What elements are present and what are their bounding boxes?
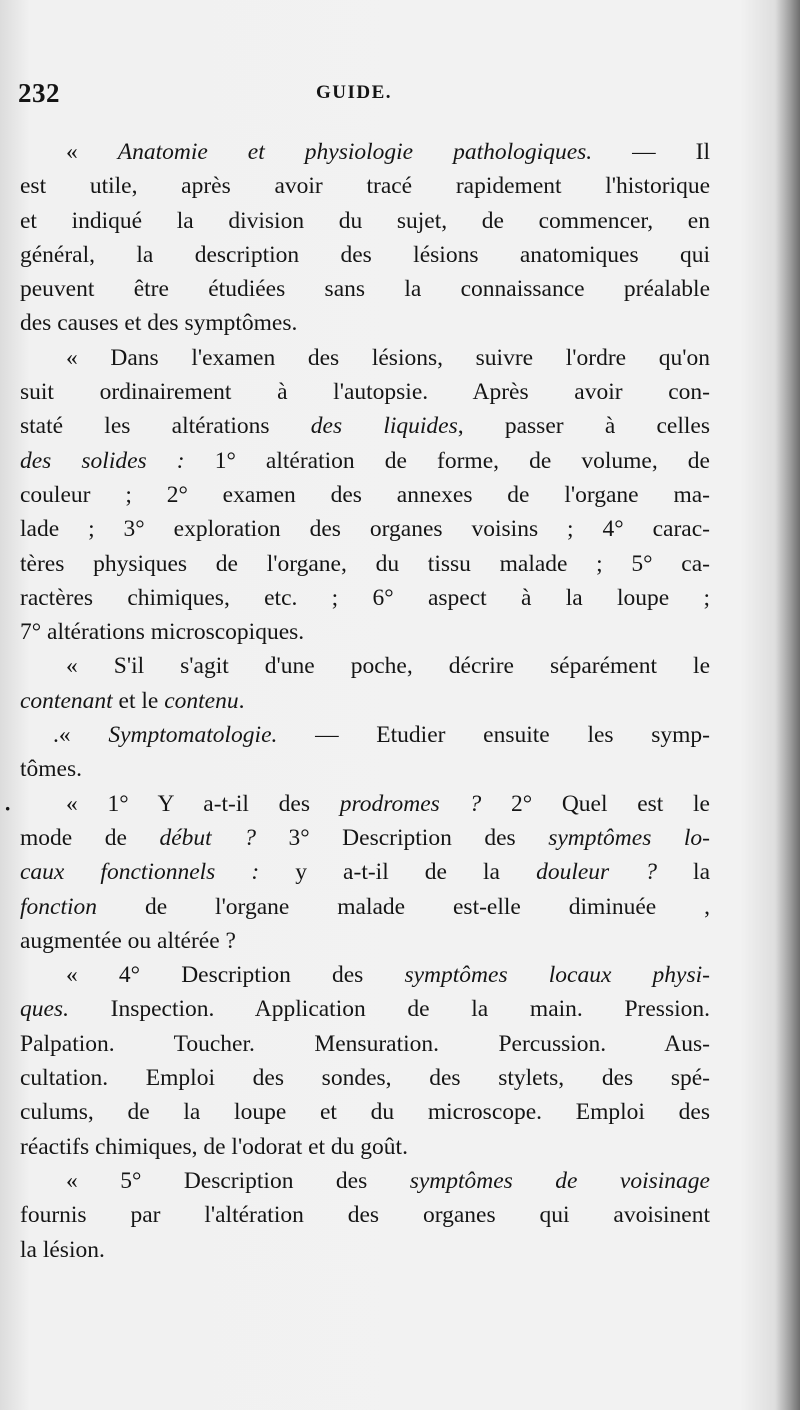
- text-run: ractères chimiques, etc. ; 6° aspect à la loupe ;: [20, 584, 710, 611]
- italic-text: Anatomie et physiologie pathologiques.: [117, 139, 593, 165]
- text-line: [20, 1233, 710, 1267]
- text-run: .«: [53, 722, 109, 749]
- text-line: [20, 821, 710, 855]
- text-line: [20, 890, 710, 924]
- text-run: la: [656, 859, 711, 886]
- italic-text: symptômes lo-: [548, 824, 710, 851]
- italic-text: fonction: [20, 893, 98, 920]
- text-line: [20, 444, 710, 478]
- text-line: [20, 1027, 710, 1061]
- text-line: [20, 752, 710, 786]
- text-run: suit ordinairement à l'autopsie. Après avoir con-: [20, 379, 710, 406]
- italic-text: contenu: [164, 687, 239, 714]
- text-run: « 5° Description des: [66, 1167, 410, 1194]
- text-run: lade ; 3° exploration des organes voisins ; 4° carac-: [20, 516, 710, 543]
- italic-text: symptômes locaux physi-: [404, 962, 710, 989]
- text-line: [20, 684, 710, 718]
- text-run: fournis par l'altération des organes qui avoisinent: [20, 1202, 710, 1229]
- italic-text: des liquides: [310, 413, 458, 440]
- italic-text: contenant: [20, 687, 113, 714]
- text-line: [20, 272, 710, 306]
- text-line: [20, 1198, 710, 1232]
- text-run: 7° altérations microscopiques.: [20, 619, 305, 646]
- text-line: [20, 1130, 710, 1164]
- text-run: 3° Description des: [255, 824, 549, 851]
- italic-text: douleur ?: [536, 859, 657, 886]
- italic-text: Symptomatologie.: [108, 722, 278, 749]
- text-line: [20, 958, 710, 992]
- text-line: [20, 1095, 710, 1129]
- text-line: [20, 992, 710, 1026]
- text-run: Palpation. Toucher. Mensuration. Percussion. Aus-: [20, 1030, 710, 1057]
- text-run: et indiqué la division du sujet, de commencer, en: [20, 207, 710, 234]
- italic-text: des solides :: [20, 447, 185, 474]
- text-line: [20, 478, 710, 512]
- text-line: [20, 512, 710, 546]
- text-run: et le: [112, 687, 165, 714]
- text-run: des causes et des symptômes.: [20, 310, 298, 337]
- text-run: la lésion.: [20, 1236, 105, 1263]
- text-line: [20, 409, 710, 443]
- text-line: [20, 924, 710, 958]
- page-number: 232: [18, 78, 60, 108]
- text-run: peuvent être étudiées sans la connaissance préalable: [20, 276, 710, 303]
- text-line: [20, 718, 710, 752]
- text-line: [20, 341, 710, 375]
- text-line: [20, 1164, 710, 1198]
- text-run: « Dans l'examen des lésions, suivre l'ordre qu'on: [66, 344, 710, 371]
- text-run: est utile, après avoir tracé rapidement l'historique: [20, 173, 710, 200]
- text-line: [20, 649, 710, 683]
- text-run: 2° Quel est le: [481, 790, 710, 817]
- text-run: réactifs chimiques, de l'odorat et du goût.: [20, 1133, 408, 1160]
- text-run: tères physiques de l'organe, du tissu malade ; 5° ca-: [20, 550, 710, 577]
- text-run: « 1° Y a-t-il des: [66, 790, 340, 817]
- text-line: [20, 615, 710, 649]
- text-line: [20, 547, 710, 581]
- text-line: [20, 306, 710, 340]
- text-run: , passer à celles: [457, 413, 710, 440]
- text-run: — Etudier ensuite les symp-: [277, 722, 711, 749]
- running-head: GUIDE.: [316, 82, 393, 103]
- text-run: général, la description des lésions anatomiques qui: [20, 241, 710, 268]
- page-header: [18, 78, 758, 114]
- text-run: de l'organe malade est-elle diminuée ,: [97, 893, 710, 920]
- italic-text: début ?: [159, 824, 256, 851]
- italic-text: prodromes ?: [339, 790, 482, 817]
- text-run: — Il: [592, 139, 711, 165]
- text-run: « 4° Description des: [66, 962, 405, 989]
- text-run: staté les altérations: [20, 413, 311, 440]
- italic-text: caux fonctionnels :: [20, 859, 260, 886]
- text-line: [20, 581, 710, 615]
- text-run: 1° altération de forme, de volume, de: [184, 447, 710, 474]
- text-run: Inspection. Application de la main. Pression.: [68, 996, 710, 1023]
- text-run: .: [238, 687, 245, 714]
- text-run: culums, de la loupe et du microscope. Emploi des: [20, 1099, 710, 1126]
- text-line: [20, 169, 710, 203]
- text-line: [20, 1061, 710, 1095]
- text-run: tômes.: [20, 756, 83, 783]
- italic-text: symptômes de voisinage: [409, 1167, 710, 1194]
- text-run: augmentée ou altérée ?: [20, 927, 236, 954]
- text-line: [20, 787, 710, 821]
- text-line: [20, 375, 710, 409]
- text-run: cultation. Emploi des sondes, des stylets, des spé-: [20, 1065, 710, 1092]
- text-line: [20, 135, 710, 169]
- body-text: [20, 135, 710, 1267]
- margin-mark: ·: [4, 796, 12, 821]
- text-run: « S'il s'agit d'une poche, décrire séparément le: [66, 653, 710, 680]
- text-run: couleur ; 2° examen des annexes de l'organe ma-: [20, 481, 710, 508]
- text-run: mode de: [20, 824, 160, 851]
- text-line: [20, 204, 710, 238]
- italic-text: ques.: [20, 996, 69, 1023]
- text-run: y a-t-il de la: [259, 859, 537, 886]
- text-line: [20, 238, 710, 272]
- text-line: [20, 855, 710, 889]
- text-run: «: [66, 139, 118, 165]
